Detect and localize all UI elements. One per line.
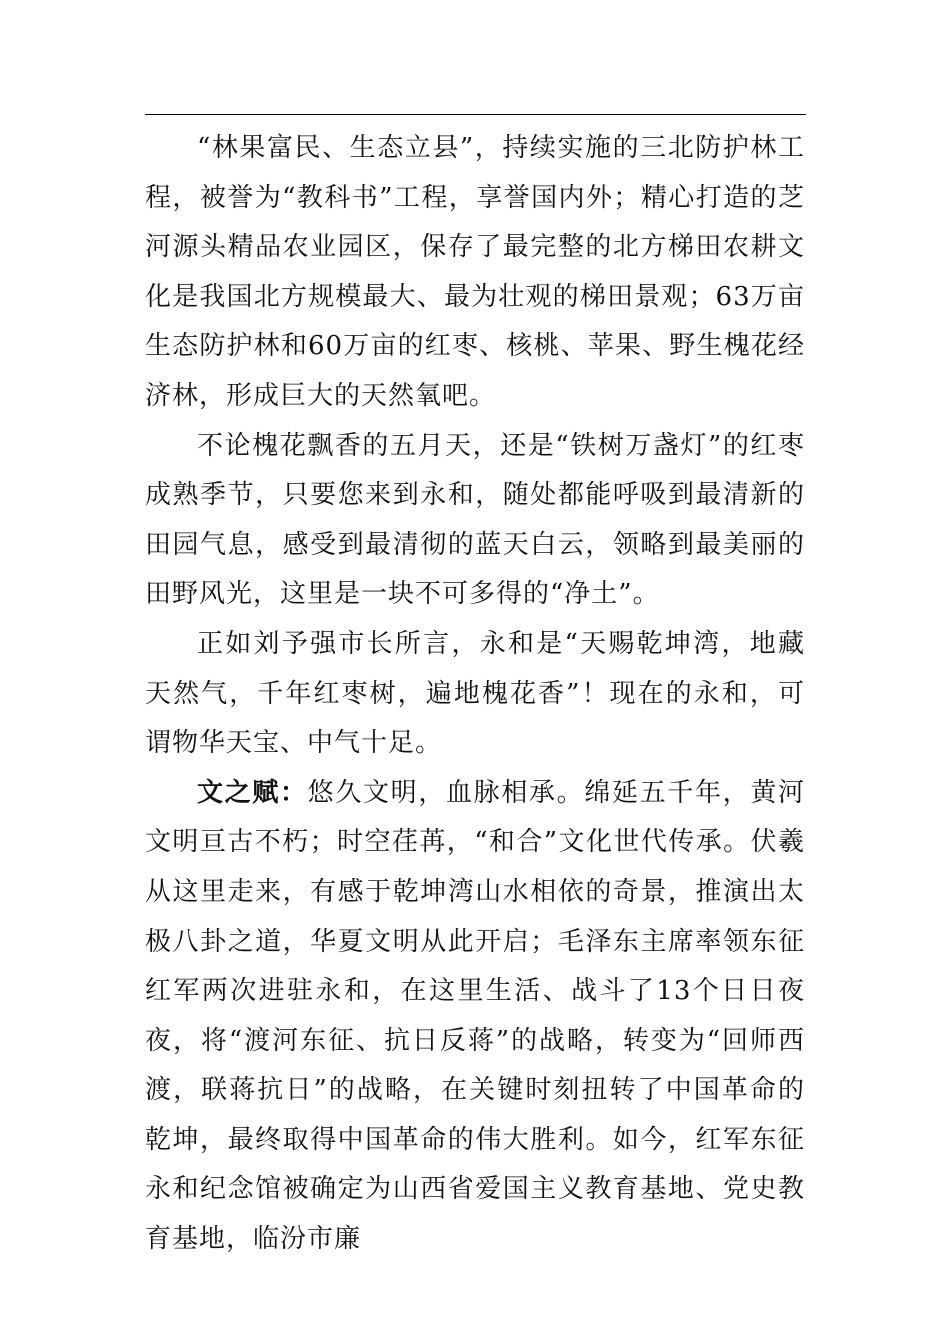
paragraph-1 xyxy=(145,124,805,422)
header-rule xyxy=(145,114,806,115)
paragraph-2-text: 不论槐花飘香的五月天，还是“铁树万盏灯”的红枣成熟季节，只要您来到永和，随处都能呼吸到最清新的田园气息，感受到最清彻的蓝天白云，领略到最美丽的田野风光，这里是一块不可多得的“净土”。 xyxy=(145,430,805,610)
paragraph-4-text: 悠久文明，血脉相承。绵延五千年，黄河文明亘古不朽；时空荏苒，“和合”文化世代传承。伏羲从这里走来，有感于乾坤湾山水相依的奇景，推演出太极八卦之道，华夏文明从此开启；毛泽东主席率领东征红军两次进驻永和，在这里生活、战斗了13个日日夜夜，将“渡河东征、抗日反蒋”的战略，转变为“回师西渡，联蒋抗日”的战略，在关键时刻扭转了中国革命的乾坤，最终取得中国革命的伟大胜利。如今，红军东征永和纪念馆被确定为山西省爱国主义教育基地、党史教育基地，临汾市廉 xyxy=(145,777,805,1255)
paragraph-3 xyxy=(145,620,805,769)
paragraph-2 xyxy=(145,422,805,620)
paragraph-4 xyxy=(145,769,805,1265)
document-body xyxy=(145,124,805,1265)
paragraph-1-text: “林果富民、生态立县”，持续实施的三北防护林工程，被誉为“教科书”工程，享誉国内外；精心打造的芝河源头精品农业园区，保存了最完整的北方梯田农耕文化是我国北方规模最大、最为壮观的梯田景观；63万亩生态防护林和60万亩的红枣、核桃、苹果、野生槐花经济林，形成巨大的天然氧吧。 xyxy=(145,133,805,411)
paragraph-4-lead: 文之赋： xyxy=(197,777,308,808)
paragraph-3-text: 正如刘予强市长所言，永和是“天赐乾坤湾，地藏天然气，千年红枣树，遍地槐花香”！现在的永和，可谓物华天宝、中气十足。 xyxy=(145,628,805,759)
